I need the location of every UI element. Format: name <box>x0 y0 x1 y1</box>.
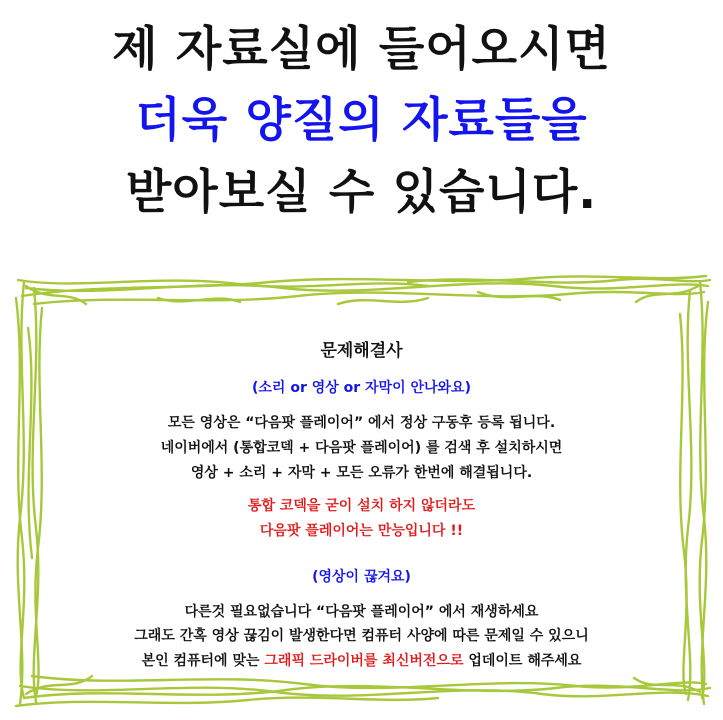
spacer-1 <box>40 486 683 494</box>
headline-block <box>0 14 723 228</box>
section2-subtitle-suffix: ) <box>404 568 411 585</box>
notice-title: 문제해결사 <box>320 341 403 361</box>
section2-last-prefix: 본인 컴퓨터에 맞는 <box>141 653 265 670</box>
section1-emphasis-2: 다음팟 플레이어는 만능입니다 !! <box>259 522 464 539</box>
section2-last-emphasis: 그래픽 드라이버를 최신버전으로 <box>264 653 464 670</box>
section2-line-2: 그래도 간혹 영상 끊김이 발생한다면 컴퓨터 사양에 따른 문제일 수 있으니 <box>134 628 589 645</box>
section2-line-1: 다른것 필요없습니다 “다음팟 플레이어” 에서 재생하세요 <box>184 603 539 620</box>
section1-line-1: 모든 영상은 “다음팟 플레이어” 에서 정상 구동후 등록 됩니다. <box>167 415 556 431</box>
section2-last-line <box>40 649 683 674</box>
section1-subtitle: (소리 or 영상 or 자막이 안나와요) <box>252 380 471 396</box>
section2-subtitle-emphasis: 끊겨요 <box>363 568 405 585</box>
section2-subtitle <box>40 566 683 586</box>
headline-line-2: 더욱 양질의 자료들을 <box>135 93 588 149</box>
section2-last-suffix: 업데이트 해주세요 <box>463 653 582 670</box>
section1-line-3: 영상 + 소리 + 자막 + 모든 오류가 한번에 해결됩니다. <box>190 464 533 481</box>
section1-line-2: 네이버에서 (통합코덱 + 다음팟 플레이어) 를 검색 후 설치하시면 <box>160 439 563 456</box>
section2-subtitle-prefix: (영상이 <box>312 568 364 585</box>
notice-block <box>40 336 683 674</box>
section1-emphasis-1: 통합 코덱을 굳이 설치 하지 않더라도 <box>247 497 476 514</box>
spacer-2 <box>40 544 683 566</box>
headline-line-3: 받아보실 수 있습니다. <box>125 164 598 220</box>
headline-line-1: 제 자료실에 들어오시면 <box>112 22 611 77</box>
